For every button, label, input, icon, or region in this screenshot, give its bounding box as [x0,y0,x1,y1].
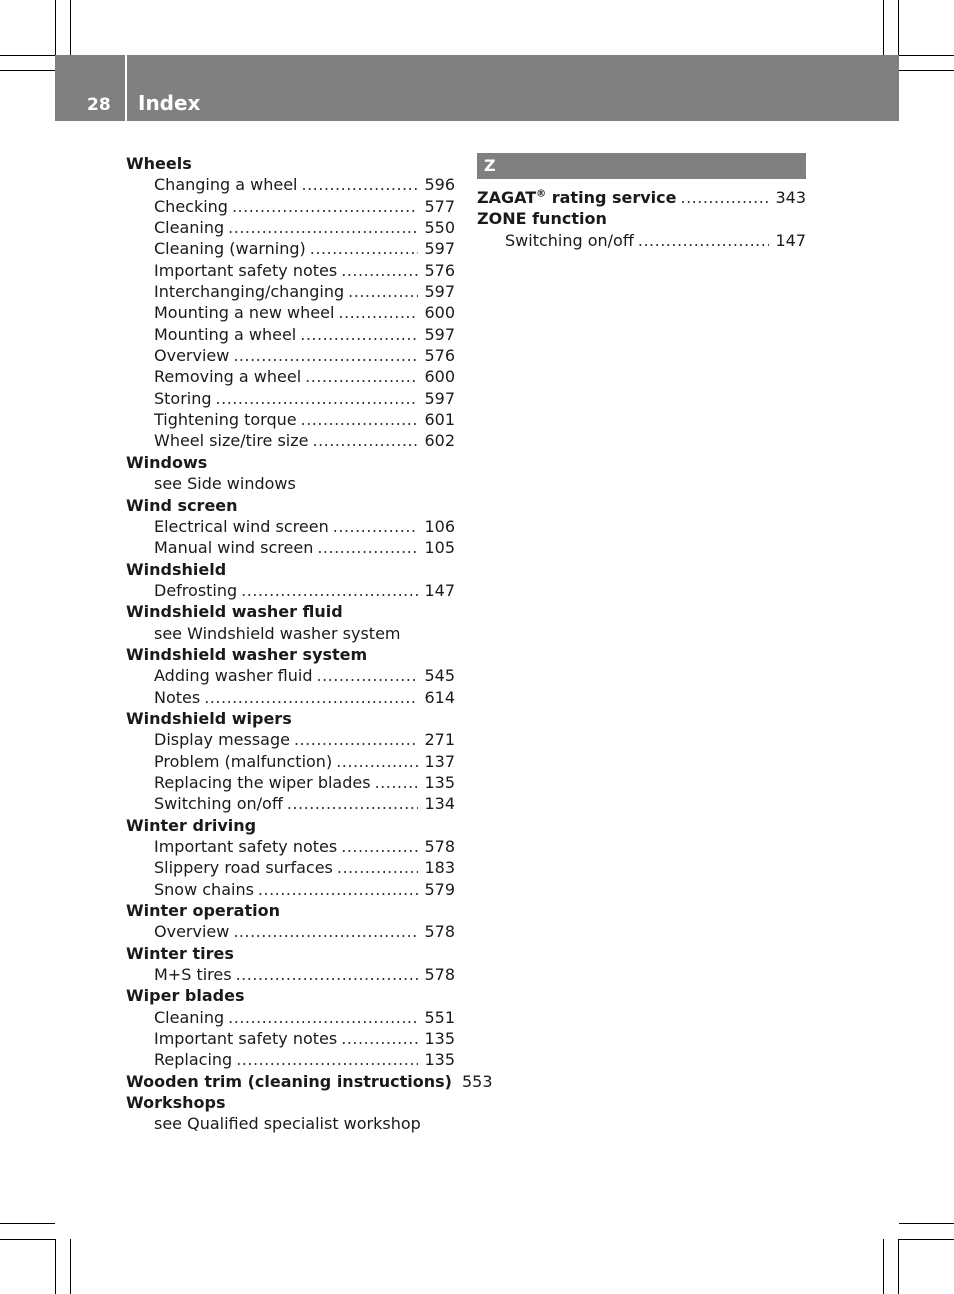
leader-dots [233,921,418,942]
subentry-text: Replacing the wiper blades [154,772,371,792]
index-entry [126,815,455,900]
subentry-text: Wheel size/tire size [154,431,309,451]
index-subentry [126,196,455,217]
subentry-text: Checking [154,196,228,216]
subentry-text: Problem (malfunction) [154,751,333,771]
subentry-text: Overview [154,922,230,942]
page-ref: 597 [424,324,455,344]
index-heading [126,495,455,516]
page-ref: 597 [424,239,455,259]
subentry-text: see Windshield washer system [154,623,401,643]
leader-dots [236,964,419,985]
index-heading-text: Windshield [126,559,227,579]
page-ref: 271 [424,730,455,750]
subentry-text: Overview [154,346,230,366]
index-subentry [126,238,455,259]
index-subentry [126,1028,455,1049]
page-ref: 135 [424,1029,455,1049]
leader-dots [375,772,419,793]
subentry-text: Important safety notes [154,1029,338,1049]
subentry-text: Removing a wheel [154,367,302,387]
leader-dots [216,388,419,409]
page-ref: 545 [424,666,455,686]
index-subentry [126,473,455,494]
index-subentry [126,174,455,195]
subentry-text: Defrosting [154,580,238,600]
page-ref: 343 [775,188,806,207]
page-ref: 147 [424,580,455,600]
crop-mark [898,0,899,55]
page-ref: 577 [424,196,455,216]
leader-dots [233,345,418,366]
leader-dots [310,238,419,259]
index-entry [126,153,455,452]
index-heading-text: Wind screen [126,495,238,515]
index-heading [477,208,806,229]
page-ref: 550 [424,218,455,238]
index-heading-text: Windshield washer system [126,644,368,664]
subentry-text: Tightening torque [154,410,297,430]
page-ref: 602 [424,431,455,451]
index-subentry [126,836,455,857]
page-ref: 578 [424,922,455,942]
page-ref: 135 [424,772,455,792]
subentry-text: M+S tires [154,965,232,985]
page-ref: 183 [424,858,455,878]
subentry-text: Cleaning (warning) [154,239,306,259]
index-subentry [126,324,455,345]
index-subentry [126,537,455,558]
page-ref: 105 [424,538,455,558]
leader-dots [301,409,419,430]
index-subentry [126,516,455,537]
index-entry [477,187,806,208]
index-heading [126,985,455,1006]
index-entry [126,644,455,708]
index-entry [477,208,806,251]
subentry-text: Slippery road surfaces [154,858,333,878]
leader-dots [204,687,418,708]
index-heading-text: Winter operation [126,901,280,921]
index-heading-text: Wheels [126,154,192,173]
leader-dots [337,857,419,878]
leader-dots [232,196,418,217]
leader-dots [287,793,419,814]
leader-dots [241,580,418,601]
subentry-text: see Qualified specialist workshop [154,1114,421,1134]
leader-dots [302,174,419,195]
subentry-text: Switching on/off [154,794,283,814]
crop-mark [883,0,884,55]
index-subentry [126,388,455,409]
subentry-text: Important safety notes [154,260,338,280]
index-subentry [126,430,455,451]
leader-dots [258,879,419,900]
index-subentry [126,964,455,985]
index-entry [126,601,455,644]
index-entry [126,943,455,986]
leader-dots [338,302,418,323]
index-entry [126,495,455,559]
page-ref: 576 [424,260,455,280]
crop-mark [899,1223,954,1224]
index-entry [126,900,455,943]
subentry-text: Electrical wind screen [154,516,329,536]
index-column-left [126,153,493,1135]
crop-mark [0,55,55,56]
leader-dots [228,217,418,238]
subentry-text: Replacing [154,1050,233,1070]
index-entry [126,559,455,602]
leader-dots [341,1028,418,1049]
crop-mark [55,0,56,55]
leader-dots [341,836,418,857]
leader-dots [341,260,418,281]
page-ref: 579 [424,879,455,899]
index-heading-text: Winter driving [126,815,257,835]
index-entry [126,452,455,495]
crop-mark [0,70,55,71]
page-ref: 600 [424,303,455,323]
index-heading-text: Windshield washer fluid [126,602,343,622]
subentry-text: see Side windows [154,474,296,494]
subentry-text: Manual wind screen [154,538,314,558]
index-entry [126,708,455,815]
subentry-text: Snow chains [154,879,254,899]
index-heading [126,900,455,921]
subentry-text: Cleaning [154,218,225,238]
subentry-text: Important safety notes [154,837,338,856]
index-subentry [126,729,455,750]
subentry-text: Notes [154,687,201,707]
subentry-text: Storing [154,388,212,408]
page-ref: 601 [424,410,455,430]
crop-mark [70,0,71,55]
leader-dots [333,516,419,537]
subentry-text: Changing a wheel [154,175,298,195]
registered-mark: ® [536,188,547,200]
index-subentry [126,580,455,601]
leader-dots [294,729,418,750]
index-subentry [126,665,455,686]
page-ref: 106 [424,516,455,536]
leader-dots [348,281,418,302]
index-heading [126,559,455,580]
index-subentry [477,230,806,251]
page-ref: 147 [775,230,806,250]
header-divider [125,55,127,121]
index-heading-text: Windshield wipers [126,708,292,728]
index-heading [126,153,455,174]
index-subentry [126,281,455,302]
page-ref: 135 [424,1050,455,1070]
leader-dots [317,537,418,558]
index-subentry [126,260,455,281]
page-ref: 578 [424,837,455,856]
leader-dots [236,1049,418,1070]
index-subentry [126,921,455,942]
leader-dots [305,366,418,387]
index-subentry [126,623,455,644]
index-heading [126,601,455,622]
page-ref: 134 [424,794,455,814]
leader-dots [313,430,419,451]
page-header [55,55,899,121]
page-ref: 578 [424,965,455,985]
index-subentry [126,751,455,772]
subentry-text: Adding washer fluid [154,666,313,686]
index-subentry [126,857,455,878]
index-subentry [126,302,455,323]
index-entry [126,1071,493,1092]
leader-dots [681,187,770,208]
index-heading [126,943,455,964]
subentry-text: Cleaning [154,1007,225,1027]
subentry-text: Display message [154,730,290,750]
index-heading-text: Windows [126,452,208,472]
index-heading-text: ZAGAT® rating service [477,188,677,207]
page-ref: 597 [424,282,455,302]
index-subentry [126,879,455,900]
index-heading [126,1071,493,1092]
leader-dots [317,665,419,686]
crop-mark [55,1239,56,1294]
crop-mark [899,70,954,71]
leader-dots [336,751,418,772]
page-ref: 553 [461,1071,493,1091]
leader-dots [228,1007,418,1028]
subentry-text: Mounting a wheel [154,324,297,344]
index-subentry [126,1113,455,1134]
index-heading-text: Winter tires [126,943,234,963]
subentry-text: Switching on/off [505,230,634,250]
index-column-right [477,153,806,251]
index-subentry [126,217,455,238]
index-subentry [126,1007,455,1028]
index-subentry [126,366,455,387]
crop-mark [898,1239,899,1294]
page-ref: 596 [424,175,455,195]
page-title: Index [138,91,201,115]
index-heading-text: Wooden trim (cleaning instructions) [126,1071,452,1091]
section-letter-bar: Z [477,153,806,179]
page-ref: 551 [424,1007,455,1027]
index-heading-text: Workshops [126,1093,226,1113]
index-heading-text: Wiper blades [126,986,245,1006]
index-heading [126,452,455,473]
crop-mark [0,1223,55,1224]
page-ref: 576 [424,346,455,366]
leader-dots [638,230,770,251]
index-subentry [126,1049,455,1070]
page-ref: 597 [424,388,455,408]
page-number: 28 [87,95,111,115]
index-subentry [126,772,455,793]
leader-dots [300,324,418,345]
index-entry [126,1092,455,1135]
index-subentry [126,409,455,430]
page-ref: 614 [424,687,455,707]
subentry-text: Mounting a new wheel [154,303,335,323]
crop-mark [0,1239,55,1240]
index-subentry [126,793,455,814]
page-ref: 600 [424,367,455,387]
index-entry [126,985,455,1070]
crop-mark [899,1239,954,1240]
index-subentry [126,345,455,366]
index-heading [126,708,455,729]
crop-mark [70,1239,71,1294]
page-ref: 137 [424,751,455,771]
index-heading [126,644,455,665]
subentry-text: Interchanging/changing [154,282,345,302]
index-subentry [126,687,455,708]
crop-mark [883,1239,884,1294]
crop-mark [899,55,954,56]
index-heading [477,187,806,208]
index-heading-text: ZONE function [477,209,607,229]
index-heading [126,815,455,836]
index-heading [126,1092,455,1113]
